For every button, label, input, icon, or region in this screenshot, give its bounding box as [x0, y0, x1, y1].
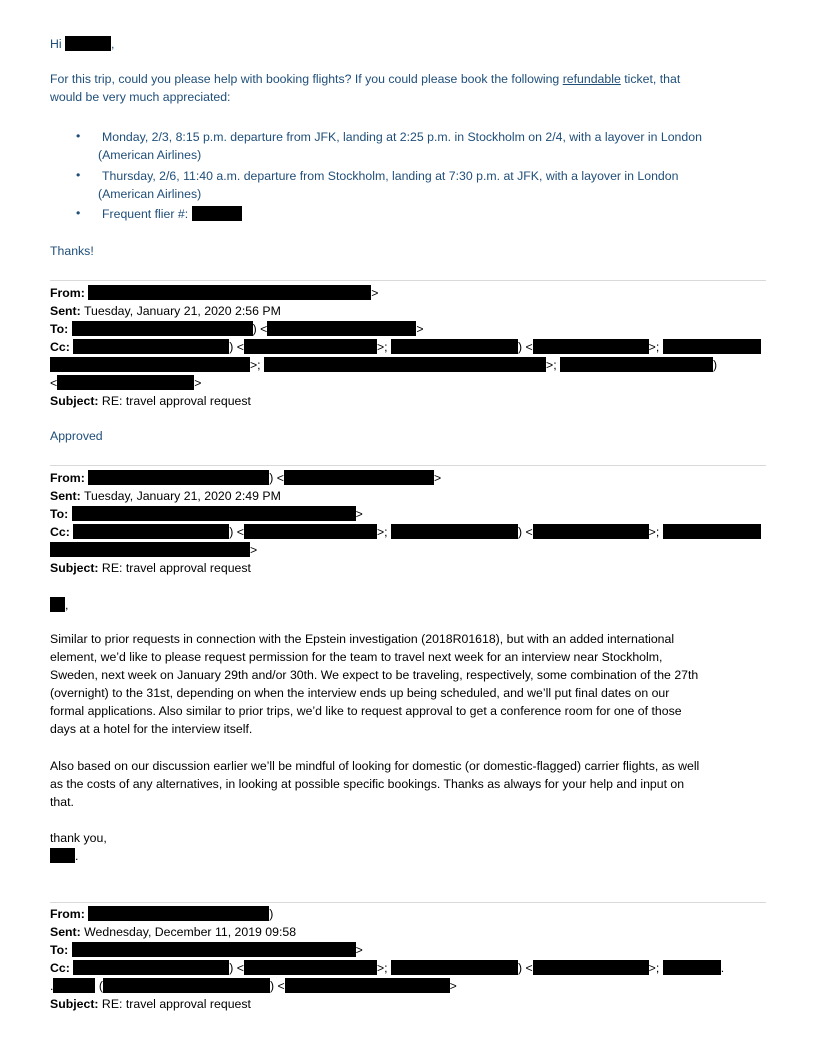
email3-from — [50, 906, 273, 922]
text: ( — [95, 979, 103, 993]
bullet-icon: • — [76, 129, 81, 143]
text: > — [449, 979, 457, 993]
text: For this trip, could you please help with booking flights? If you could please book the following — [50, 72, 563, 86]
email3-cc — [50, 960, 724, 976]
text: ) — [269, 907, 274, 921]
email2-greeting — [50, 597, 68, 613]
text: ) — [713, 358, 718, 372]
field-label: Cc: — [50, 340, 70, 354]
flight-outbound-airline: (American Airlines) — [98, 148, 202, 162]
text: , — [111, 37, 115, 51]
text: . — [50, 979, 54, 993]
text: ) < — [229, 340, 244, 354]
text: ) < — [229, 961, 244, 975]
text: < — [50, 376, 58, 390]
email2-body-line: Sweden, next week on January 29th and/or 30th. We expect to be traveling, respectively, some combination of the 27th — [50, 668, 699, 682]
redaction — [264, 357, 546, 372]
redaction — [65, 36, 111, 51]
text: >; — [376, 961, 391, 975]
flight-return-airline: (American Airlines) — [98, 187, 202, 201]
email3-cc-2 — [50, 978, 457, 994]
redaction — [663, 339, 761, 354]
redaction — [72, 942, 356, 957]
redaction — [663, 524, 761, 539]
text: Wednesday, December 11, 2019 09:58 — [80, 925, 297, 939]
divider — [50, 465, 766, 466]
field-label: Subject: — [50, 997, 99, 1011]
text: ) < — [517, 525, 533, 539]
email1-sent — [50, 303, 281, 319]
text: , — [65, 598, 69, 612]
request-paragraph — [50, 71, 680, 87]
email1-body: Approved — [50, 429, 103, 443]
text: . — [720, 961, 725, 975]
redaction — [88, 285, 371, 300]
redaction — [72, 321, 253, 336]
field-label: From: — [50, 471, 85, 485]
text: >; — [648, 340, 663, 354]
divider — [50, 280, 766, 281]
field-label: Cc: — [50, 525, 70, 539]
field-label: Sent: — [50, 489, 81, 503]
text: RE: travel approval request — [98, 394, 251, 408]
redaction — [533, 524, 649, 539]
redaction — [391, 524, 518, 539]
redaction — [50, 542, 250, 557]
text: ) < — [252, 322, 268, 336]
redaction — [50, 597, 65, 612]
field-label: To: — [50, 943, 69, 957]
email2-cc-2 — [50, 542, 257, 558]
frequent-flier — [102, 206, 242, 222]
text: . — [75, 849, 79, 863]
divider — [50, 902, 766, 903]
text: > — [371, 286, 379, 300]
field-label: To: — [50, 507, 69, 521]
email3-sent — [50, 924, 296, 940]
redaction — [73, 960, 229, 975]
field-label: From: — [50, 286, 85, 300]
flight-return: Thursday, 2/6, 11:40 a.m. departure from Stockholm, landing at 7:30 p.m. at JFK, with a layover in London — [102, 169, 679, 183]
text: >; — [250, 358, 265, 372]
request-paragraph-2: would be very much appreciated: — [50, 90, 231, 104]
email1-cc-2 — [50, 357, 717, 373]
text: > — [355, 943, 363, 957]
redaction — [88, 470, 269, 485]
field-label: Subject: — [50, 394, 99, 408]
redaction — [73, 524, 229, 539]
field-label: Subject: — [50, 561, 99, 575]
text: >; — [376, 340, 391, 354]
redaction — [391, 960, 518, 975]
redaction — [50, 357, 250, 372]
text: > — [416, 322, 424, 336]
redaction — [533, 960, 649, 975]
email2-body-line: that. — [50, 795, 74, 809]
text: Tuesday, January 21, 2020 2:56 PM — [80, 304, 281, 318]
text: > — [433, 471, 442, 485]
email2-body-line: Also based on our discussion earlier we’ll be mindful of looking for domestic (or domestic-flagged) carrier flights, as well — [50, 759, 700, 773]
email2-body-line: formal applications. Also similar to prior trips, we’d like to request approval to get a conference room for one of those — [50, 704, 682, 718]
redaction — [72, 506, 356, 521]
redaction — [53, 978, 95, 993]
redaction — [391, 339, 518, 354]
text: ) < — [517, 340, 533, 354]
email3-subject — [50, 996, 251, 1012]
email2-cc — [50, 524, 761, 540]
redaction — [267, 321, 416, 336]
text: RE: travel approval request — [98, 997, 251, 1011]
redaction — [57, 375, 194, 390]
text: ) < — [229, 525, 244, 539]
text: RE: travel approval request — [98, 561, 251, 575]
text: > — [250, 543, 258, 557]
email2-body-line: element, we’d like to please request permission for the team to travel next week for an interview near Stockholm, — [50, 650, 663, 664]
email2-body-line: days at a hotel for the interview itself. — [50, 722, 253, 736]
redaction — [103, 978, 270, 993]
text: >; — [546, 358, 561, 372]
text: Tuesday, January 21, 2020 2:49 PM — [80, 489, 281, 503]
email2-signature — [50, 848, 78, 864]
text: >; — [648, 525, 663, 539]
flight-outbound: Monday, 2/3, 8:15 p.m. departure from JFK, landing at 2:25 p.m. in Stockholm on 2/4, with a layover in London — [102, 130, 702, 144]
redaction — [192, 206, 242, 221]
field-label: From: — [50, 907, 85, 921]
redaction — [50, 848, 75, 863]
redaction — [533, 339, 649, 354]
field-label: Sent: — [50, 304, 81, 318]
email2-body-line: (overnight) to the 31st, depending on when the interview ends up being scheduled, and we’ll put final dates on our — [50, 686, 670, 700]
email1-from — [50, 285, 378, 301]
field-label: Sent: — [50, 925, 81, 939]
email2-body-line: as the costs of any alternatives, in looking at possible specific bookings. Thanks as always for your help and input on — [50, 777, 685, 791]
text: ticket, that — [620, 72, 681, 86]
redaction — [73, 339, 229, 354]
email2-subject — [50, 560, 251, 576]
email2-to — [50, 506, 363, 522]
text: >; — [376, 525, 391, 539]
redaction — [560, 357, 713, 372]
text: > — [355, 507, 363, 521]
redaction — [663, 960, 721, 975]
field-label: To: — [50, 322, 69, 336]
text: ) < — [517, 961, 533, 975]
bullet-icon: • — [76, 168, 81, 182]
greeting — [50, 36, 114, 52]
text: ) < — [269, 471, 284, 485]
email2-from — [50, 470, 441, 486]
redaction — [88, 906, 269, 921]
redaction — [244, 960, 377, 975]
refundable-text: refundable — [562, 72, 621, 86]
redaction — [284, 470, 434, 485]
email1-cc-3 — [50, 375, 201, 391]
redaction — [285, 978, 450, 993]
text: >; — [648, 961, 663, 975]
redaction — [244, 524, 377, 539]
email2-sent — [50, 488, 281, 504]
text: ) < — [269, 979, 285, 993]
thanks: Thanks! — [50, 244, 94, 258]
email1-to — [50, 321, 424, 337]
email1-cc — [50, 339, 761, 355]
redaction — [244, 339, 377, 354]
field-label: Cc: — [50, 961, 70, 975]
email2-signoff: thank you, — [50, 831, 107, 845]
text: Frequent flier #: — [102, 207, 192, 221]
bullet-icon: • — [76, 206, 81, 220]
email3-to — [50, 942, 363, 958]
text: Hi — [50, 37, 66, 51]
email2-body-line: Similar to prior requests in connection with the Epstein investigation (2018R01618), but with an added international — [50, 632, 675, 646]
text: > — [194, 376, 202, 390]
email1-subject — [50, 393, 251, 409]
